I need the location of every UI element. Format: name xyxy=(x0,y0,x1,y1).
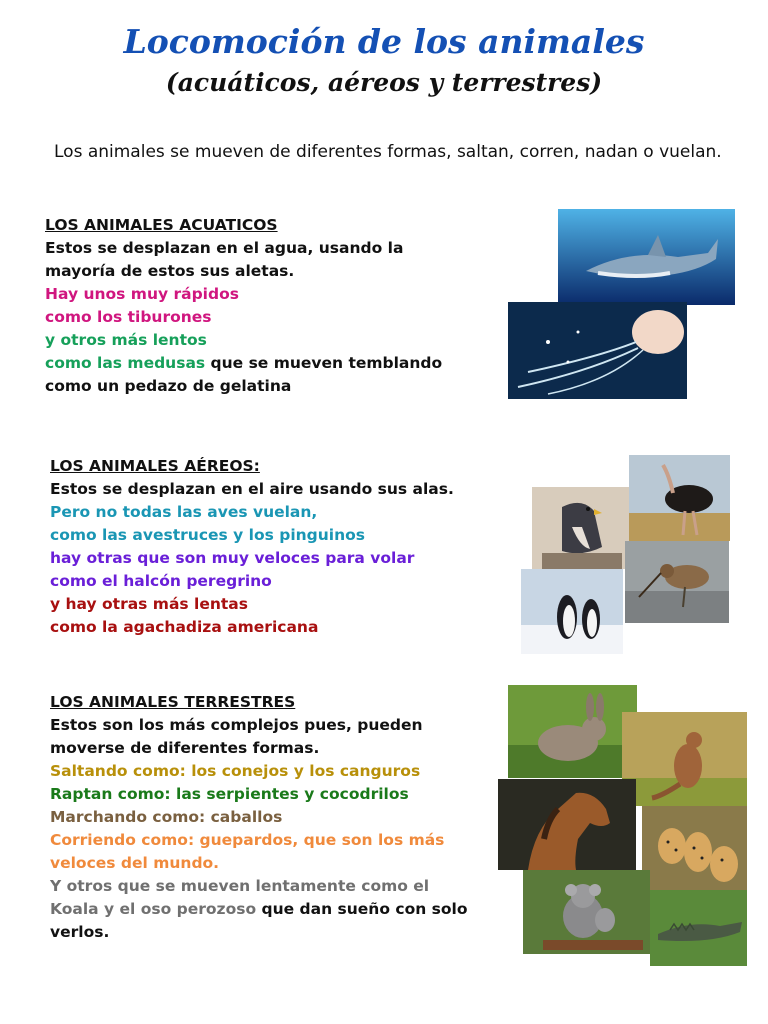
snipe-photo xyxy=(625,541,729,623)
text-line-fast-fly: hay otras que son muy veloces para volar xyxy=(50,549,415,567)
crocodile-photo xyxy=(650,890,747,966)
intro-text: Los animales se mueven de diferentes formas, saltan, corren, nadan o vuelan. xyxy=(54,142,722,162)
text-line-jumping: Saltando como: los conejos y los canguros xyxy=(50,762,421,780)
text-line: Estos se desplazan en el aire usando sus alas. xyxy=(50,480,454,498)
page-subtitle: (acuáticos, aéreos y terrestres) xyxy=(165,68,603,97)
text-line-fast: Hay unos muy rápidos xyxy=(45,285,239,303)
text-line: Estos son los más complejos pues, pueden xyxy=(50,716,423,734)
text-line: verlos. xyxy=(50,923,110,941)
text-line-snipe: como la agachadiza americana xyxy=(50,618,319,636)
penguins-photo xyxy=(521,569,623,654)
text-line-koala xyxy=(50,898,468,921)
shark-photo xyxy=(558,209,735,305)
horse-photo xyxy=(498,779,636,870)
text-line: mayoría de estos sus aletas. xyxy=(45,262,295,280)
koala-desc: que dan sueño con solo xyxy=(256,900,468,918)
section-terrestres xyxy=(50,691,468,944)
text-line-ostrich: como las avestruces y los pinguinos xyxy=(50,526,366,544)
heading-terrestres: LOS ANIMALES TERRESTRES xyxy=(50,693,296,711)
section-aereos xyxy=(50,455,454,639)
text-line: Estos se desplazan en el agua, usando la xyxy=(45,239,404,257)
kangaroo-photo xyxy=(622,712,747,806)
page-title: Locomoción de los animales xyxy=(123,22,645,61)
text-line-jellyfish xyxy=(45,352,442,375)
jellyfish-desc: que se mueven temblando xyxy=(205,354,443,372)
text-line-crawling: Raptan como: las serpientes y cocodrilos xyxy=(50,785,409,803)
koala-term: Koala y el oso perozoso xyxy=(50,900,257,918)
section-acuaticos xyxy=(45,214,442,398)
koalas-photo xyxy=(523,870,650,954)
rabbit-photo xyxy=(508,685,637,778)
ostrich-photo xyxy=(629,455,730,541)
jellyfish-term: como las medusas xyxy=(45,354,206,372)
cheetahs-photo xyxy=(642,806,747,890)
text-line-slow-walk: Y otros que se mueven lentamente como el xyxy=(50,877,430,895)
text-line-slow: y otros más lentos xyxy=(45,331,207,349)
text-line-marching: Marchando como: caballos xyxy=(50,808,283,826)
jellyfish-photo xyxy=(508,302,687,399)
text-line-not-fly: Pero no todas las aves vuelan, xyxy=(50,503,318,521)
heading-aereos: LOS ANIMALES AÉREOS: xyxy=(50,457,260,475)
text-line-slow-fly: y hay otras más lentas xyxy=(50,595,248,613)
text-line-running: Corriendo como: guepardos, que son los más xyxy=(50,831,445,849)
text-line: moverse de diferentes formas. xyxy=(50,739,320,757)
text-line-running-2: veloces del mundo. xyxy=(50,854,220,872)
text-line-falcon: como el halcón peregrino xyxy=(50,572,272,590)
falcon-photo xyxy=(532,487,629,569)
text-line: como un pedazo de gelatina xyxy=(45,377,292,395)
heading-acuaticos: LOS ANIMALES ACUATICOS xyxy=(45,216,278,234)
text-line-sharks: como los tiburones xyxy=(45,308,212,326)
